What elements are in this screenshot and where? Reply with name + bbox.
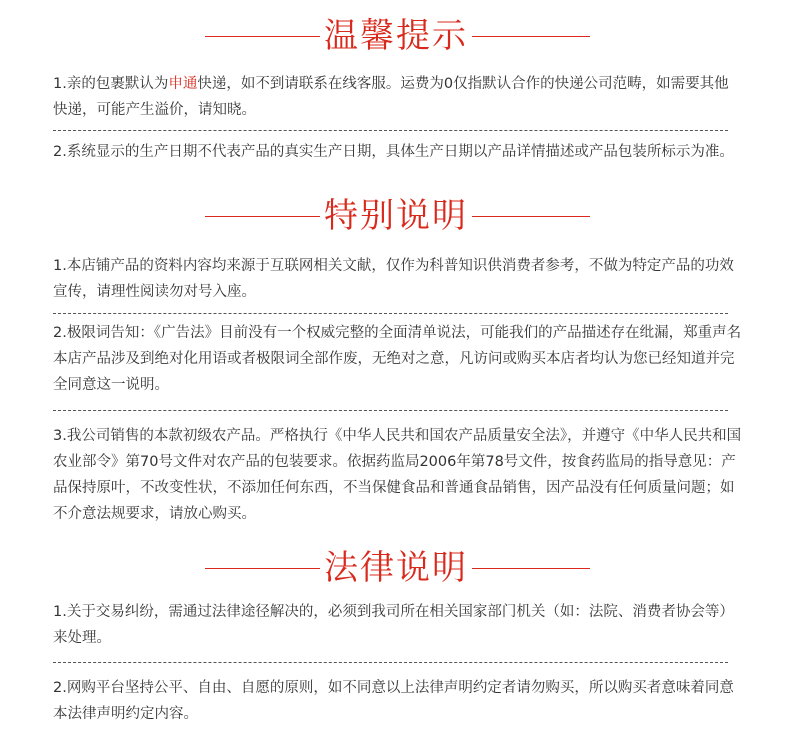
- heading-rule-right: [472, 568, 590, 569]
- divider: [53, 410, 728, 411]
- heading-rule-left: [205, 568, 320, 569]
- special-item-1: 1.本店铺产品的资料内容均来源于互联网相关文献，仅作为科普知识供消费者参考，不做为特定产品的功效宣传，请理性阅读勿对号入座。: [53, 258, 734, 300]
- legal-item-2: 2.网购平台坚持公平、自由、自愿的原则，如不同意以上法律声明约定者请勿购买，所以购买者意味着同意本法律声明约定内容。: [53, 680, 734, 722]
- heading-rule-right: [472, 36, 590, 37]
- section-heading-tips: [0, 12, 790, 62]
- tips-item-2: 2.系统显示的生产日期不代表产品的真实生产日期，具体生产日期以产品详情描述或产品包装所标示为准。: [53, 144, 734, 160]
- divider: [53, 313, 728, 314]
- legal-item-1: 1.关于交易纠纷，需通过法律途径解决的，必须到我司所在相关国家部门机关（如：法院、消费者协会等）来处理。: [53, 604, 734, 646]
- heading-rule-right: [472, 216, 590, 217]
- section-title: 特别说明: [324, 196, 468, 236]
- heading-rule-left: [205, 216, 320, 217]
- heading-rule-left: [205, 36, 320, 37]
- divider: [53, 130, 728, 131]
- tips-item-1-after: 快递，如不到请联系在线客服。运费为0仅指默认合作的快递公司范畴，如需要其他快递，可能产生溢价，请知晓。: [53, 76, 729, 118]
- section-heading-special: [0, 192, 790, 242]
- tips-item-1-before: 1.亲的包裹默认为: [53, 76, 169, 92]
- section-title: 法律说明: [324, 548, 468, 588]
- divider: [53, 662, 728, 663]
- tips-item-1: [53, 71, 743, 123]
- courier-highlight: 申通: [168, 76, 198, 92]
- section-title: 温馨提示: [324, 16, 468, 56]
- section-heading-legal: [0, 544, 790, 594]
- special-item-2: 2.极限词告知：《广告法》目前没有一个权威完整的全面清单说法，可能我们的产品描述存在纰漏，郑重声名本店产品涉及到绝对化用语或者极限词全部作废，无绝对之意，凡访问或购买本店者均认为您已经知道并完全同意这一说明。: [53, 325, 742, 393]
- special-item-3: 3.我公司销售的本款初级农产品。严格执行《中华人民共和国农产品质量安全法》，并遵守《中华人民共和国农业部令》第70号文件对农产品的包装要求。依据药监局2006年第78号文件，按食药监局的指导意见：产品保持原叶，不改变性状，不添加任何东西，不当保健食品和普通食品销售，因产品没有任何质量问题；如不介意法规要求，请放心购买。: [53, 428, 742, 522]
